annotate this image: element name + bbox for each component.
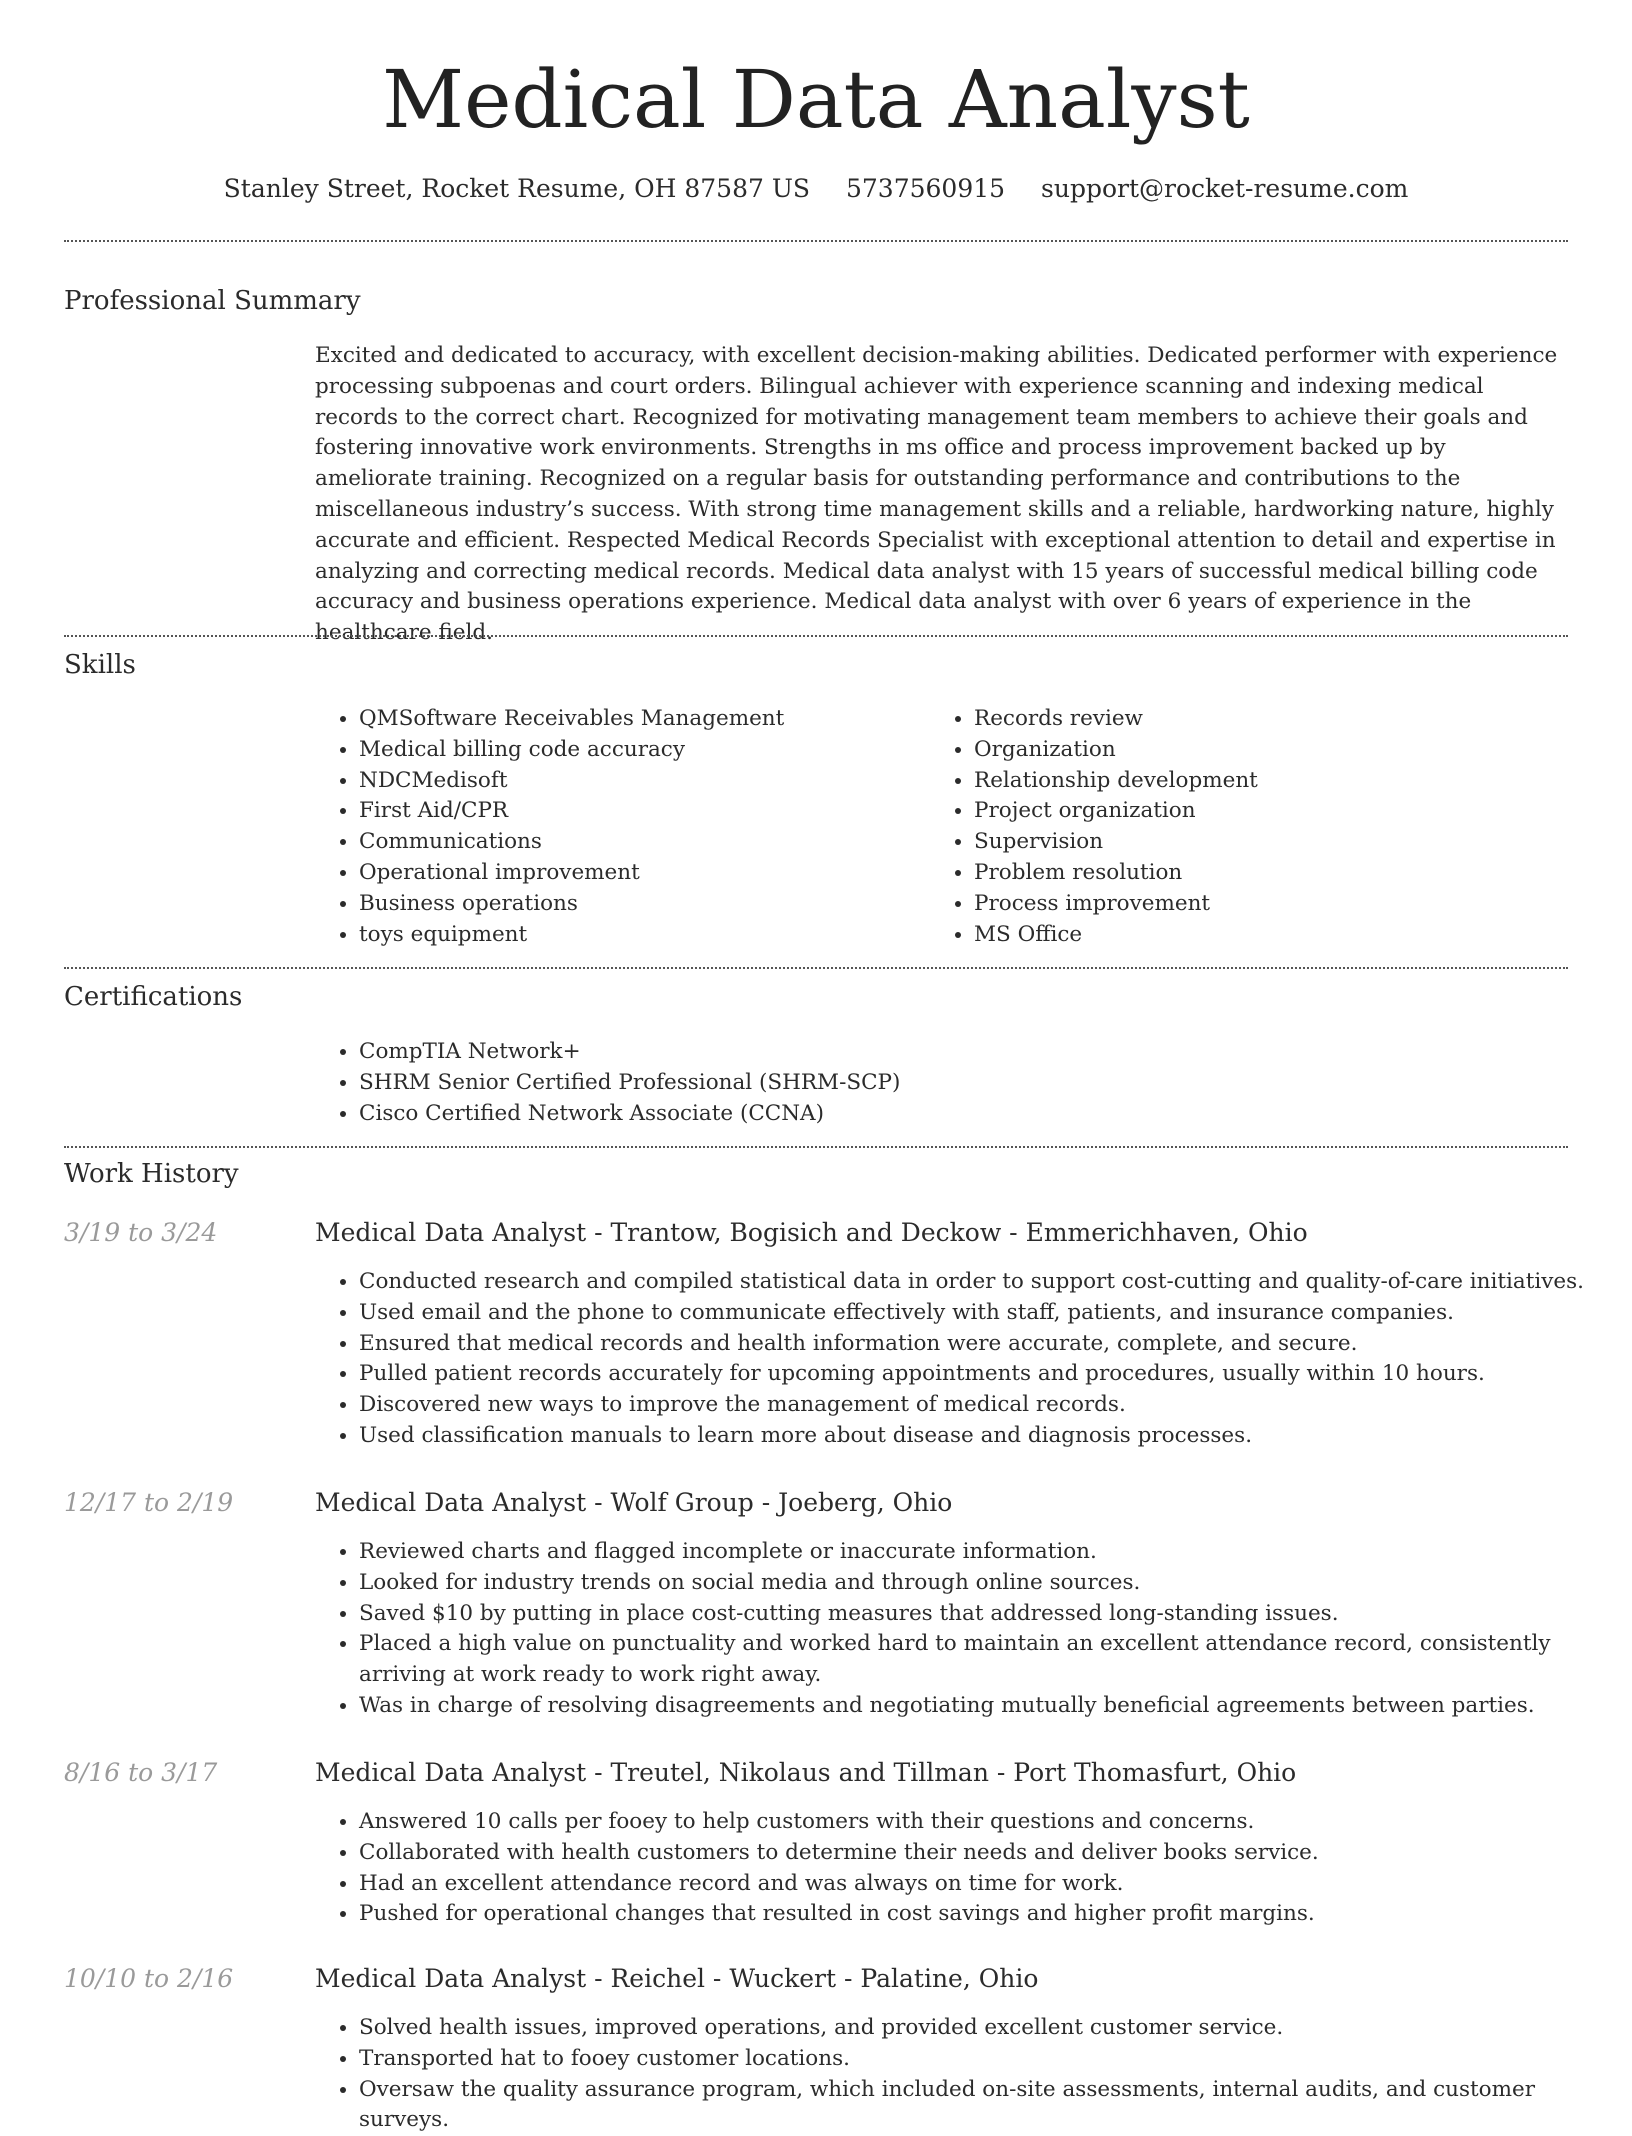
list-item: • Business operations <box>359 889 929 920</box>
list-item: • Process improvement <box>974 889 1574 920</box>
job-bullets <box>315 1267 1612 1452</box>
job-title: Medical Data Analyst - Reichel - Wuckert - Palatine, Ohio <box>315 1964 1039 1993</box>
list-item: • Was in charge of resolving disagreements and negotiating mutually beneficial agreements between parties. <box>359 1691 1612 1722</box>
job-title: Medical Data Analyst - Trantow, Bogisich and Deckow - Emmerichhaven, Ohio <box>315 1218 1308 1247</box>
contact-address: Stanley Street, Rocket Resume, OH 87587 US <box>223 174 811 203</box>
certifications-heading: Certifications <box>64 982 243 1012</box>
list-item: • toys equipment <box>359 920 929 951</box>
job-bullets <box>315 1807 1612 1930</box>
skills-heading: Skills <box>64 650 136 680</box>
section-divider <box>64 240 1568 242</box>
list-item: • Reviewed charts and flagged incomplete or inaccurate information. <box>359 1537 1612 1568</box>
list-item: • Relationship development <box>974 766 1574 797</box>
resume-title: Medical Data Analyst <box>382 53 1250 146</box>
contact-phone[interactable]: 5737560915 <box>846 174 1006 203</box>
list-item: • Conducted research and compiled statistical data in order to support cost-cutting and quality-of-care initiatives. <box>359 1267 1612 1298</box>
list-item: • Answered 10 calls per fooey to help customers with their questions and concerns. <box>359 1807 1612 1838</box>
job-dates: 10/10 to 2/16 <box>64 1964 234 1993</box>
list-item: • Placed a high value on punctuality and worked hard to maintain an excellent attendance record, consistently arriving at work ready to work right away. <box>359 1629 1612 1691</box>
job-title: Medical Data Analyst - Wolf Group - Joeberg, Ohio <box>315 1488 953 1517</box>
list-item: • Solved health issues, improved operations, and provided excellent customer service. <box>359 2013 1612 2044</box>
list-item: • Used classification manuals to learn more about disease and diagnosis processes. <box>359 1421 1612 1452</box>
list-item: • Operational improvement <box>359 858 929 889</box>
list-item: • Organization <box>974 735 1574 766</box>
section-divider <box>64 635 1568 637</box>
list-item: • Cisco Certified Network Associate (CCNA) <box>359 1099 1559 1130</box>
list-item: • Supervision <box>974 827 1574 858</box>
job-bullets <box>315 1537 1612 1722</box>
section-divider <box>64 1146 1568 1148</box>
list-item: • Ensured that medical records and health information were accurate, complete, and secure. <box>359 1329 1612 1360</box>
list-item: • Pulled patient records accurately for upcoming appointments and procedures, usually within 10 hours. <box>359 1359 1612 1390</box>
list-item: • Used email and the phone to communicate effectively with staff, patients, and insurance companies. <box>359 1298 1612 1329</box>
list-item: • Saved $10 by putting in place cost-cutting measures that addressed long-standing issues. <box>359 1599 1612 1630</box>
list-item: • Communications <box>359 827 929 858</box>
section-divider <box>64 967 1568 969</box>
list-item: • Had an excellent attendance record and was always on time for work. <box>359 1869 1612 1900</box>
contact-line <box>64 172 1568 206</box>
list-item: • Medical billing code accuracy <box>359 735 929 766</box>
list-item: • Project organization <box>974 796 1574 827</box>
list-item: • QMSoftware Receivables Management <box>359 704 929 735</box>
work-history-heading: Work History <box>64 1159 239 1189</box>
summary-heading: Professional Summary <box>64 286 361 316</box>
list-item: • MS Office <box>974 920 1574 951</box>
list-item: • SHRM Senior Certified Professional (SHRM-SCP) <box>359 1068 1559 1099</box>
job-title: Medical Data Analyst - Treutel, Nikolaus and Tillman - Port Thomasfurt, Ohio <box>315 1758 1297 1787</box>
job-dates: 8/16 to 3/17 <box>64 1758 218 1787</box>
list-item: • CompTIA Network+ <box>359 1037 1559 1068</box>
list-item: • Oversaw the quality assurance program, which included on-site assessments, internal audits, and customer surveys. <box>359 2075 1612 2136</box>
list-item: • Collaborated with health customers to determine their needs and deliver books service. <box>359 1838 1612 1869</box>
skills-list-left <box>315 704 929 950</box>
list-item: • NDCMedisoft <box>359 766 929 797</box>
list-item: • Pushed for operational changes that resulted in cost savings and higher profit margins. <box>359 1899 1612 1930</box>
list-item: • Records review <box>974 704 1574 735</box>
job-dates: 12/17 to 2/19 <box>64 1488 234 1517</box>
list-item: • Looked for industry trends on social media and through online sources. <box>359 1568 1612 1599</box>
summary-text: Excited and dedicated to accuracy, with excellent decision-making abilities. Dedicated performer with experience processing subpoenas and court orders. Bilingual achiever with experience scanning and indexing medical records to the correct chart. Recognized for motivating management team members to achieve their goals and fostering innovative work environments. Strengths in ms office and process improvement backed up by ameliorate training. Recognized on a regular basis for outstanding performance and contributions to the miscellaneous industry’s success. With strong time management skills and a reliable, hardworking nature, highly accurate and efficient. Respected Medical Records Specialist with exceptional attention to detail and expertise in analyzing and correcting medical records. Medical data analyst with 15 years of successful medical billing code accuracy and business operations experience. Medical data analyst with over 6 years of experience in the healthcare field. <box>315 343 1558 646</box>
job-dates: 3/19 to 3/24 <box>64 1218 218 1247</box>
list-item: • First Aid/CPR <box>359 796 929 827</box>
skills-list-right <box>930 704 1574 950</box>
list-item: • Discovered new ways to improve the management of medical records. <box>359 1390 1612 1421</box>
list-item: • Transported hat to fooey customer locations. <box>359 2044 1612 2075</box>
job-bullets <box>315 2013 1612 2136</box>
contact-email[interactable]: support@rocket-resume.com <box>1041 174 1409 203</box>
list-item: • Problem resolution <box>974 858 1574 889</box>
certifications-list <box>315 1037 1559 1129</box>
